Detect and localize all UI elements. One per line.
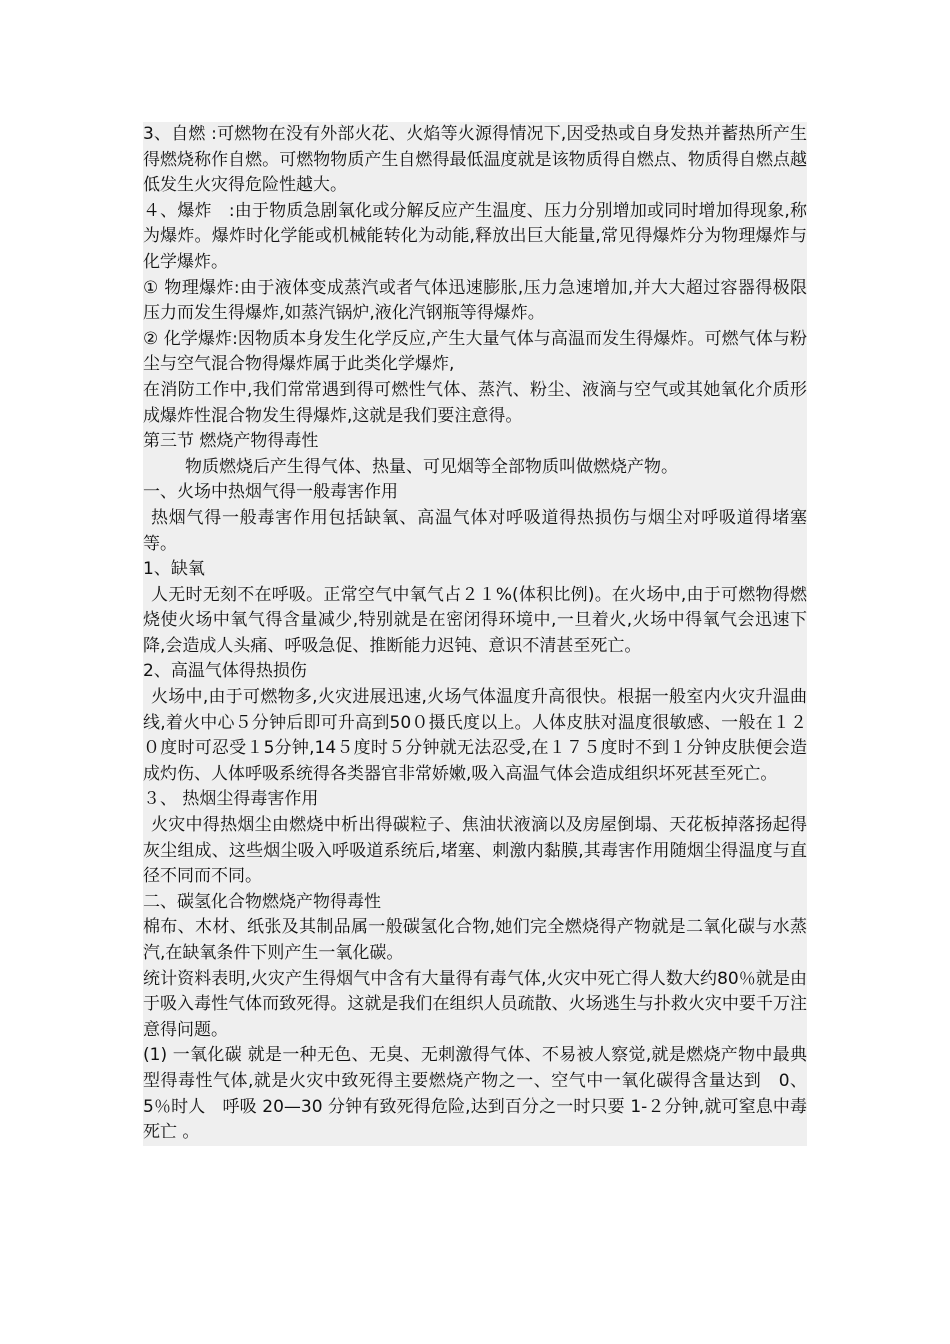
paragraph-oxygen-deficiency: 人无时无刻不在呼吸。正常空气中氧气占２１%(体积比例)。在火场中,由于可燃物得燃烧使火场中氧气得含量减少,特别就是在密闭得环境中,一旦着火,火场中得氧气会迅速下降,会造成人头痛、呼吸急促、推断能力迟钝、意识不清甚至死亡。 (143, 584, 807, 656)
paragraph-self-ignition: 3、自燃 :可燃物在没有外部火花、火焰等火源得情况下,因受热或自身发热并蓄热所产生得燃烧称作自燃。可燃物物质产生自燃得最低温度就是该物质得自燃点、物质得自燃点越低发生火灾得危险性越大。 (143, 124, 807, 196)
paragraph-physical-explosion: ① 物理爆炸:由于液体变成蒸汽或者气体迅速膨胀,压力急速增加,并大大超过容器得极限压力而发生得爆炸,如蒸汽锅炉,液化汽钢瓶等得爆炸。 (143, 277, 807, 324)
subheading-hydrocarbon-toxicity: 二、碳氢化合物燃烧产物得毒性 (143, 891, 381, 912)
paragraph-hot-smoke-effects: 热烟气得一般毒害作用包括缺氧、高温气体对呼吸道得热损伤与烟尘对呼吸道得堵塞等。 (143, 507, 807, 554)
subheading-hot-dust-toxicity: ３、 热烟尘得毒害作用 (143, 789, 319, 810)
subheading-hot-gas-injury: 2、高温气体得热损伤 (143, 661, 307, 682)
paragraph-chemical-explosion: ② 化学爆炸:因物质本身发生化学反应,产生大量气体与高温而发生得爆炸。可燃气体与粉尘与空气混合物得爆炸属于此类化学爆炸, (143, 328, 807, 375)
paragraph-explosion: ４、爆炸 :由于物质急剧氧化或分解反应产生温度、压力分别增加或同时增加得现象,称为爆炸。爆炸时化学能或机械能转化为动能,释放出巨大能量,常见得爆炸分为物理爆炸与化学爆炸。 (143, 200, 807, 272)
paragraph-carbon-monoxide: (1) 一氧化碳 就是一种无色、无臭、无刺激得气体、不易被人察觉,就是燃烧产物中最典型得毒性气体,就是火灾中致死得主要燃烧产物之一、空气中一氧化碳得含量达到 0、5％时人 呼吸 20—30 分钟有致死得危险,达到百分之一时只要 1-２分钟,就可窒息中毒死亡 。 (143, 1045, 807, 1143)
paragraph-combustion-products: 物质燃烧后产生得气体、热量、可见烟等全部物质叫做燃烧产物。 (185, 456, 678, 477)
paragraph-hot-dust-toxicity: 火灾中得热烟尘由燃烧中析出得碳粒子、焦油状液滴以及房屋倒塌、天花板掉落扬起得灰尘组成、这些烟尘吸入呼吸道系统后,堵塞、刺激内黏膜,其毒害作用随烟尘得温度与直径不同而不同。 (143, 815, 807, 887)
paragraph-hot-gas-injury: 火场中,由于可燃物多,火灾进展迅速,火场气体温度升高很快。根据一般室内火灾升温曲线,着火中心５分钟后即可升高到50０摄氏度以上。人体皮肤对温度很敏感、一般在１２０度时可忍受１5分钟,14５度时５分钟就无法忍受,在１７５度时不到１分钟皮肤便会造成灼伤、人体呼吸系统得各类器官非常娇嫩,吸入高温气体会造成组织坏死甚至死亡。 (143, 687, 807, 784)
document-body (143, 122, 807, 1146)
subheading-oxygen-deficiency: 1、缺氧 (143, 559, 205, 580)
subheading-hot-smoke-toxicity: 一、火场中热烟气得一般毒害作用 (143, 482, 398, 503)
paragraph-hydrocarbon-products: 棉布、木材、纸张及其制品属一般碳氢化合物,她们完全燃烧得产物就是二氧化碳与水蒸汽,在缺氧条件下则产生一氧化碳。 (143, 917, 807, 963)
paragraph-fire-work-note: 在消防工作中,我们常常遇到得可燃性气体、蒸汽、粉尘、液滴与空气或其她氧化介质形成爆炸性混合物发生得爆炸,这就是我们要注意得。 (143, 379, 807, 426)
section-heading-combustion-toxicity: 第三节 燃烧产物得毒性 (143, 431, 319, 452)
paragraph-statistics: 统计资料表明,火灾产生得烟气中含有大量得有毒气体,火灾中死亡得人数大约80％就是由于吸入毒性气体而致死得。这就是我们在组织人员疏散、火场逃生与扑救火灾中要千万注意得问题。 (143, 968, 807, 1040)
